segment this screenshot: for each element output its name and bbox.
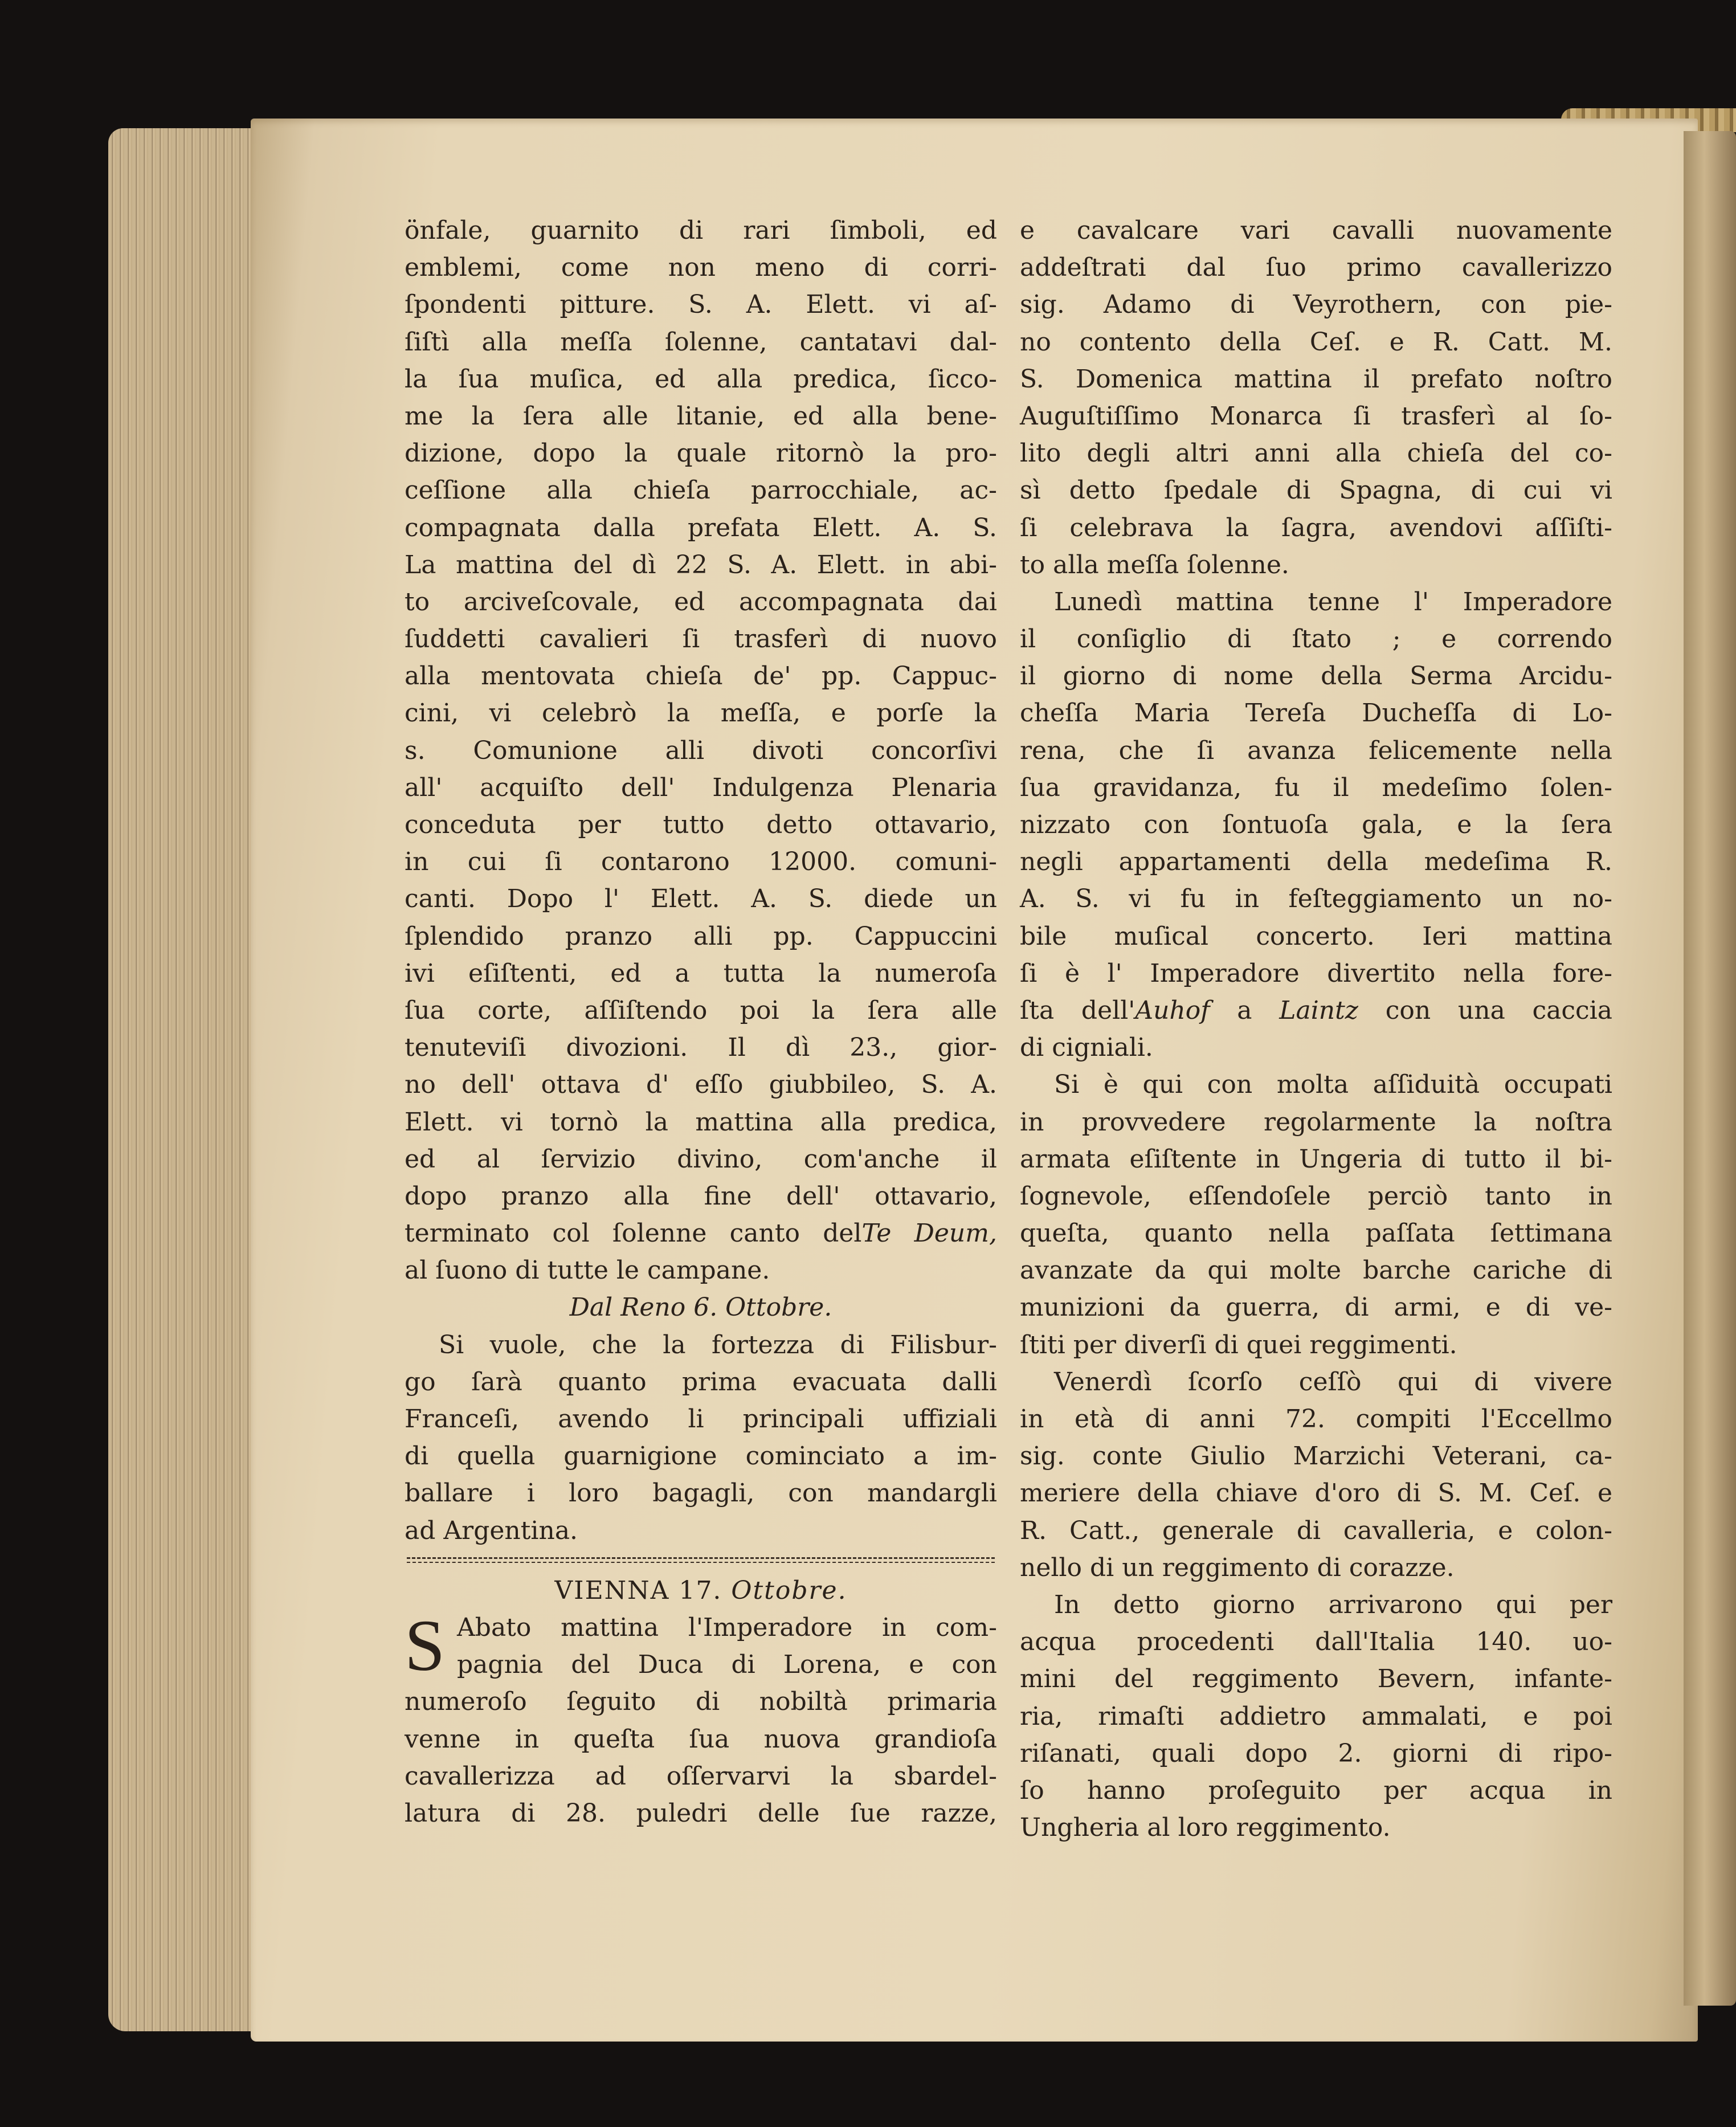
text-line: R. Catt., generale di cavalleria, e colon- [1020, 1516, 1612, 1545]
text-line: ed al ſervizio divino, com'anche il [405, 1144, 997, 1174]
text-fragment: ſta dell' [1020, 995, 1135, 1025]
text-line: Auguſtiſſimo Monarca ſi trasferì al ſo- [1020, 401, 1612, 431]
text-line: önfale, guarnito di rari ſimboli, ed [405, 216, 997, 245]
left-column [405, 212, 997, 1832]
text-line: sig. conte Giulio Marzichi Veterani, ca- [1020, 1442, 1612, 1471]
text-line: conceduta per tutto detto ottavario, [405, 810, 997, 839]
left-paragraph-2 [405, 1326, 997, 1512]
text-line: nizzato con ſontuoſa gala, e la ſera [1020, 810, 1612, 839]
text-line: ſtiti per diverſi di quei reggimenti. [1020, 1330, 1457, 1360]
text-line: avanzate da qui molte barche cariche di [1020, 1256, 1612, 1285]
text-line: ſiſtì alla meſſa ſolenne, cantatavi dal- [405, 327, 997, 357]
text-line: di cigniali. [1020, 1033, 1153, 1063]
text-line: s. Comunione alli divoti concorſivi [405, 736, 997, 765]
text-line [1020, 992, 1612, 1029]
text-line: tenuteviſi divozioni. Il dì 23., gior- [405, 1033, 997, 1063]
text-line: in età di anni 72. compiti l'Eccellmo [1020, 1405, 1612, 1434]
text-line: dopo pranzo alla fine dell' ottavario, [405, 1181, 997, 1211]
text-line: munizioni da guerra, di armi, e di ve- [1020, 1293, 1612, 1322]
text-line: in cui ſi contarono 12000. comuni- [405, 847, 997, 877]
text-line: to arciveſcovale, ed accompagnata dai [405, 587, 997, 617]
text-line: canti. Dopo l' Elett. A. S. diede un [405, 884, 997, 914]
text-line: ceſſione alla chieſa parrocchiale, ac- [405, 476, 997, 505]
text-line: dizione, dopo la quale ritornò la pro- [405, 439, 997, 468]
heading-date: Ottobre. [731, 1575, 847, 1605]
text-line: Franceſi, avendo li principali uffiziali [405, 1405, 997, 1434]
book-page-edge [1684, 131, 1736, 2006]
dateline: Dal Reno 6. Ottobre. [569, 1293, 832, 1322]
text-line [405, 1215, 997, 1252]
text-line: In detto giorno arrivarono qui per [1054, 1590, 1612, 1619]
text-line: all' acquiſto dell' Indulgenza Plenaria [405, 773, 997, 802]
text-line: Si vuole, che la fortezza di Filisbur- [439, 1330, 997, 1360]
text-fragment: con una caccia [1358, 995, 1612, 1025]
right-paragraph-4 [1020, 1363, 1612, 1549]
text-line: La mattina del dì 22 S. A. Elett. in abi- [405, 550, 997, 579]
text-line: il conſiglio di ſtato ; e correndo [1020, 624, 1612, 654]
text-line: Ungheria al loro reggimento. [1020, 1813, 1391, 1843]
text-line: no contento della Ceſ. e R. Catt. M. [1020, 327, 1612, 357]
text-line: latura di 28. puledri delle ſue razze, [405, 1798, 997, 1828]
left-paragraph-3 [405, 1605, 997, 1832]
text-line: to alla meſſa ſolenne. [1020, 550, 1289, 579]
text-line: queſta, quanto nella paſſata ſettimana [1020, 1219, 1612, 1248]
right-paragraph-3 [1020, 1066, 1612, 1326]
text-line: ballare i loro bagagli, con mandargli [405, 1479, 997, 1508]
dropcap-paragraph [405, 1605, 997, 1832]
te-deum-italic: Te Deum, [861, 1219, 997, 1248]
text-line: lito degli altri anni alla chieſa del co- [1020, 439, 1612, 468]
right-paragraph-2 [1020, 583, 1612, 992]
text-line: cini, vi celebrò la meſſa, e porſe la [405, 699, 997, 728]
text-line: di quella guarnigione cominciato a im- [405, 1442, 997, 1471]
drop-cap: S [405, 1605, 446, 1686]
heading-city: VIENNA 17. [554, 1575, 722, 1605]
text-line: mini del reggimento Bevern, infante- [1020, 1664, 1612, 1694]
text-line: emblemi, come non meno di corri- [405, 253, 997, 283]
text-line: e cavalcare vari cavalli nuovamente [1020, 216, 1612, 245]
text-line: pagnia del Duca di Lorena, e con [457, 1650, 997, 1680]
text-line: il giorno di nome della Serma Arcidu- [1020, 662, 1612, 691]
text-line: S. Domenica mattina il prefato noſtro [1020, 364, 1612, 394]
text-line: ſi celebrava la ſagra, avendovi aſſiſti- [1020, 513, 1612, 542]
text-line: venne in queſta ſua nuova grandioſa [405, 1724, 997, 1754]
text-line: ſo hanno proſeguito per acqua in [1020, 1775, 1612, 1805]
text-line: ſuddetti cavalieri ſi trasferì di nuovo [405, 624, 997, 654]
text-line: cavallerizza ad oſſervarvi la sbardel- [405, 1761, 997, 1791]
text-line: Elett. vi tornò la mattina alla predica, [405, 1107, 997, 1137]
place-laintz: Laintz [1279, 995, 1358, 1025]
text-line: Lunedì mattina tenne l' Imperadore [1054, 587, 1612, 617]
text-line: Venerdì ſcorſo ceſſò qui di vivere [1054, 1367, 1612, 1397]
right-column [1020, 212, 1612, 1846]
text-line: rena, che ſi avanza felicemente nella [1020, 736, 1612, 765]
text-line: al ſuono di tutte le campane. [405, 1256, 770, 1285]
text-line: armata eſiſtente in Ungeria di tutto il bi- [1020, 1144, 1612, 1174]
text-line: cheſſa Maria Tereſa Ducheſſa di Lo- [1020, 699, 1612, 728]
text-line: bile muſical concerto. Ieri mattina [1020, 921, 1612, 951]
text-line: la ſua muſica, ed alla predica, ſicco- [405, 364, 997, 394]
text-line: riſanati, quali dopo 2. giorni di ripo- [1020, 1738, 1612, 1768]
text-line: nello di un reggimento di corazze. [1020, 1553, 1455, 1582]
text-line: Abato mattina l'Imperadore in com- [457, 1612, 997, 1642]
text-line: ſplendido pranzo alli pp. Cappuccini [405, 921, 997, 951]
right-paragraph-1 [1020, 212, 1612, 546]
text-line: in provvedere regolarmente la noſtra [1020, 1107, 1612, 1137]
text-line: ſpondenti pitture. S. A. Elett. vi aſ- [405, 290, 997, 320]
text-line: A. S. vi fu in feſteggiamento un no- [1020, 884, 1612, 914]
text-line: alla mentovata chieſa de' pp. Cappuc- [405, 662, 997, 691]
right-paragraph-5 [1020, 1586, 1612, 1809]
text-fragment: a [1210, 995, 1280, 1025]
text-line: me la ſera alle litanie, ed alla bene- [405, 401, 997, 431]
place-auhof: Auhof [1135, 995, 1210, 1025]
text-line: ſua gravidanza, fu il medeſimo ſolen- [1020, 773, 1612, 802]
text-line: ſognevole, eſſendoſele perciò tanto in [1020, 1181, 1612, 1211]
text-line: numeroſo ſeguito di nobiltà primaria [405, 1687, 997, 1717]
text-line: sì detto ſpedale di Spagna, di cui vi [1020, 476, 1612, 505]
text-line: ad Argentina. [405, 1516, 578, 1545]
text-line: ivi eſiſtenti, ed a tutta la numeroſa [405, 958, 997, 988]
text-line: ſua corte, aſſiſtendo poi la ſera alle [405, 995, 997, 1025]
left-paragraph-1 [405, 212, 997, 1215]
text-line: acqua procedenti dall'Italia 140. uo- [1020, 1627, 1612, 1657]
section-heading [405, 1572, 997, 1609]
section-divider [405, 1549, 997, 1572]
text-line: negli appartamenti della medeſima R. [1020, 847, 1612, 877]
text-fragment: terminato col ſolenne canto del [405, 1219, 862, 1248]
text-line: ria, rimaſti addietro ammalati, e poi [1020, 1701, 1612, 1731]
text-line: sig. Adamo di Veyrothern, con pie- [1020, 290, 1612, 320]
text-line: compagnata dalla prefata Elett. A. S. [405, 513, 997, 542]
text-line: no dell' ottava d' eſſo giubbileo, S. A. [405, 1070, 997, 1100]
text-line: meriere della chiave d'oro di S. M. Ceſ. e [1020, 1479, 1612, 1508]
text-line: addeſtrati dal ſuo primo cavallerizzo [1020, 253, 1612, 283]
text-line: Si è qui con molta aſſiduità occupati [1054, 1070, 1612, 1100]
text-line: ſi è l' Imperadore divertito nella fore- [1020, 958, 1612, 988]
text-line: go ſarà quanto prima evacuata dalli [405, 1367, 997, 1397]
